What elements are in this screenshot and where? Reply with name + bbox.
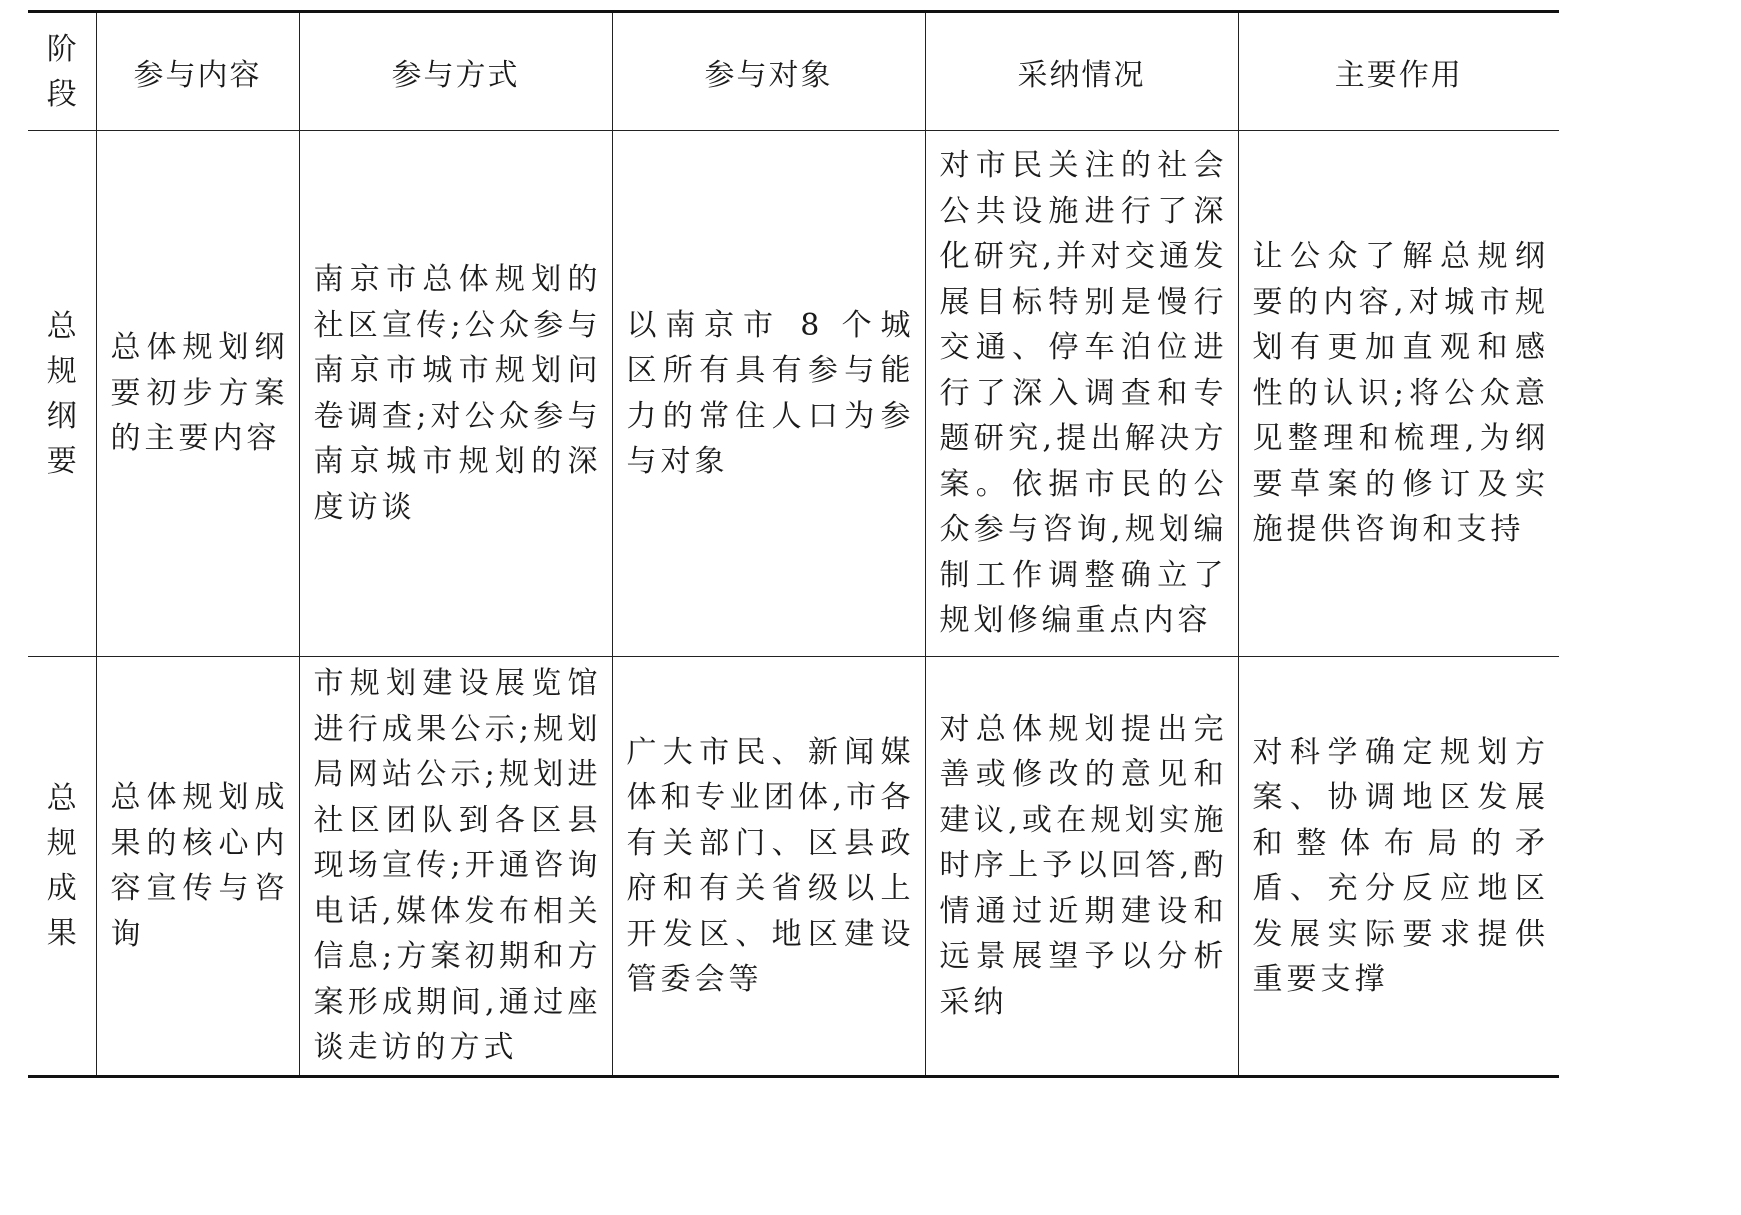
- adoption-cell: 对总体规划提出完善或修改的意见和建议,或在规划实施时序上予以回答,酌情通过近期建设和远景展望予以分析采纳: [925, 657, 1238, 1077]
- participation-table: [28, 10, 1559, 1078]
- header-participants: 参与对象: [612, 12, 925, 131]
- stage-cell: 总规成果: [28, 657, 96, 1077]
- method-cell: 市规划建设展览馆进行成果公示;规划局网站公示;规划进社区团队到各区县现场宣传;开通咨询电话,媒体发布相关信息;方案初期和方案形成期间,通过座谈走访的方式: [299, 657, 612, 1077]
- method-cell: 南京市总体规划的社区宣传;公众参与南京市城市规划问卷调查;对公众参与南京城市规划的深度访谈: [299, 131, 612, 657]
- role-cell: 对科学确定规划方案、协调地区发展和整体布局的矛盾、充分反应地区发展实际要求提供重要支撑: [1238, 657, 1559, 1077]
- table-row: [28, 131, 1559, 657]
- header-method: 参与方式: [299, 12, 612, 131]
- header-stage: 阶段: [28, 12, 96, 131]
- participants-cell: 以南京市 8 个城区所有具有参与能力的常住人口为参与对象: [612, 131, 925, 657]
- header-role: 主要作用: [1238, 12, 1559, 131]
- role-cell: 让公众了解总规纲要的内容,对城市规划有更加直观和感性的认识;将公众意见整理和梳理,为纲要草案的修订及实施提供咨询和支持: [1238, 131, 1559, 657]
- content-cell: 总体规划纲要初步方案的主要内容: [96, 131, 299, 657]
- header-content: 参与内容: [96, 12, 299, 131]
- stage-cell: 总规纲要: [28, 131, 96, 657]
- participants-cell: 广大市民、新闻媒体和专业团体,市各有关部门、区县政府和有关省级以上开发区、地区建设管委会等: [612, 657, 925, 1077]
- table-row: [28, 657, 1559, 1077]
- adoption-cell: 对市民关注的社会公共设施进行了深化研究,并对交通发展目标特别是慢行交通、停车泊位进行了深入调查和专题研究,提出解决方案。依据市民的公众参与咨询,规划编制工作调整确立了规划修编重点内容: [925, 131, 1238, 657]
- content-cell: 总体规划成果的核心内容宣传与咨询: [96, 657, 299, 1077]
- header-row: [28, 12, 1559, 131]
- header-adoption: 采纳情况: [925, 12, 1238, 131]
